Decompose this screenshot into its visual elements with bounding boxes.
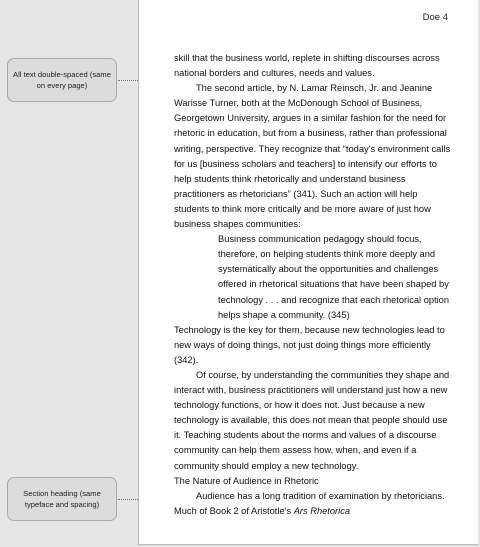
paragraph-audience-text: Audience has a long tradition of examination by rhetoricians. Much of Book 2 of Aristotle’s [174, 490, 445, 516]
paragraph-technology: Technology is the key for them, because new technologies lead to new ways of doing things, not just doing things more efficiently (342). [174, 324, 445, 365]
section-heading: The Nature of Audience in Rhetoric [174, 475, 319, 486]
document-page [138, 0, 478, 545]
callout-double-spaced [7, 58, 117, 102]
paragraph-reinsch: The second article, by N. Lamar Reinsch, Jr. and Jeanine Warisse Turner, both at the McDonough School of Business, Georgetown University, argues in a similar fashion for the need for rhetoric in education, but from a business, rather than professional writing, perspective. They recognize that “today’s environment calls for us [business scholars and teachers] to intensify our efforts to help students think rhetorically and understand business practitioners as rhetoricians” (341). Such an action will help students to think more critically and be more aware of just how business shapes communities: [174, 83, 451, 230]
paragraph-continuation: skill that the business world, replete in shifting discourses across national borders and cultures, needs and values. [174, 53, 440, 79]
callout-double-spaced-text: All text double-spaced (same on every page) [13, 70, 111, 90]
book-title: Ars Rhetorica [293, 505, 351, 516]
callout-section-heading-text: Section heading (same typeface and spacing) [23, 489, 101, 509]
callout-section-heading [7, 477, 117, 521]
paragraph-audience [174, 489, 454, 519]
page-header: Doe 4 [422, 12, 448, 23]
paragraph-communities: Of course, by understanding the communities they shape and interact with, business practitioners will understand just how a new technology functions, or how it does not. Just because a new technology is available, this does not mean that people should use it. Teaching students about the norms and values of a discourse community can help them assess how, when, and even if a community should employ a new technology. [174, 369, 450, 471]
body-text [174, 51, 454, 519]
block-quote: Business communication pedagogy should focus, therefore, on helping students think more deeply and systematically about the opportunities and challenges offered in rhetorical situations that have been shaped by technology . . . and recognize that each rhetorical option helps shape a community. (345) [218, 234, 450, 320]
